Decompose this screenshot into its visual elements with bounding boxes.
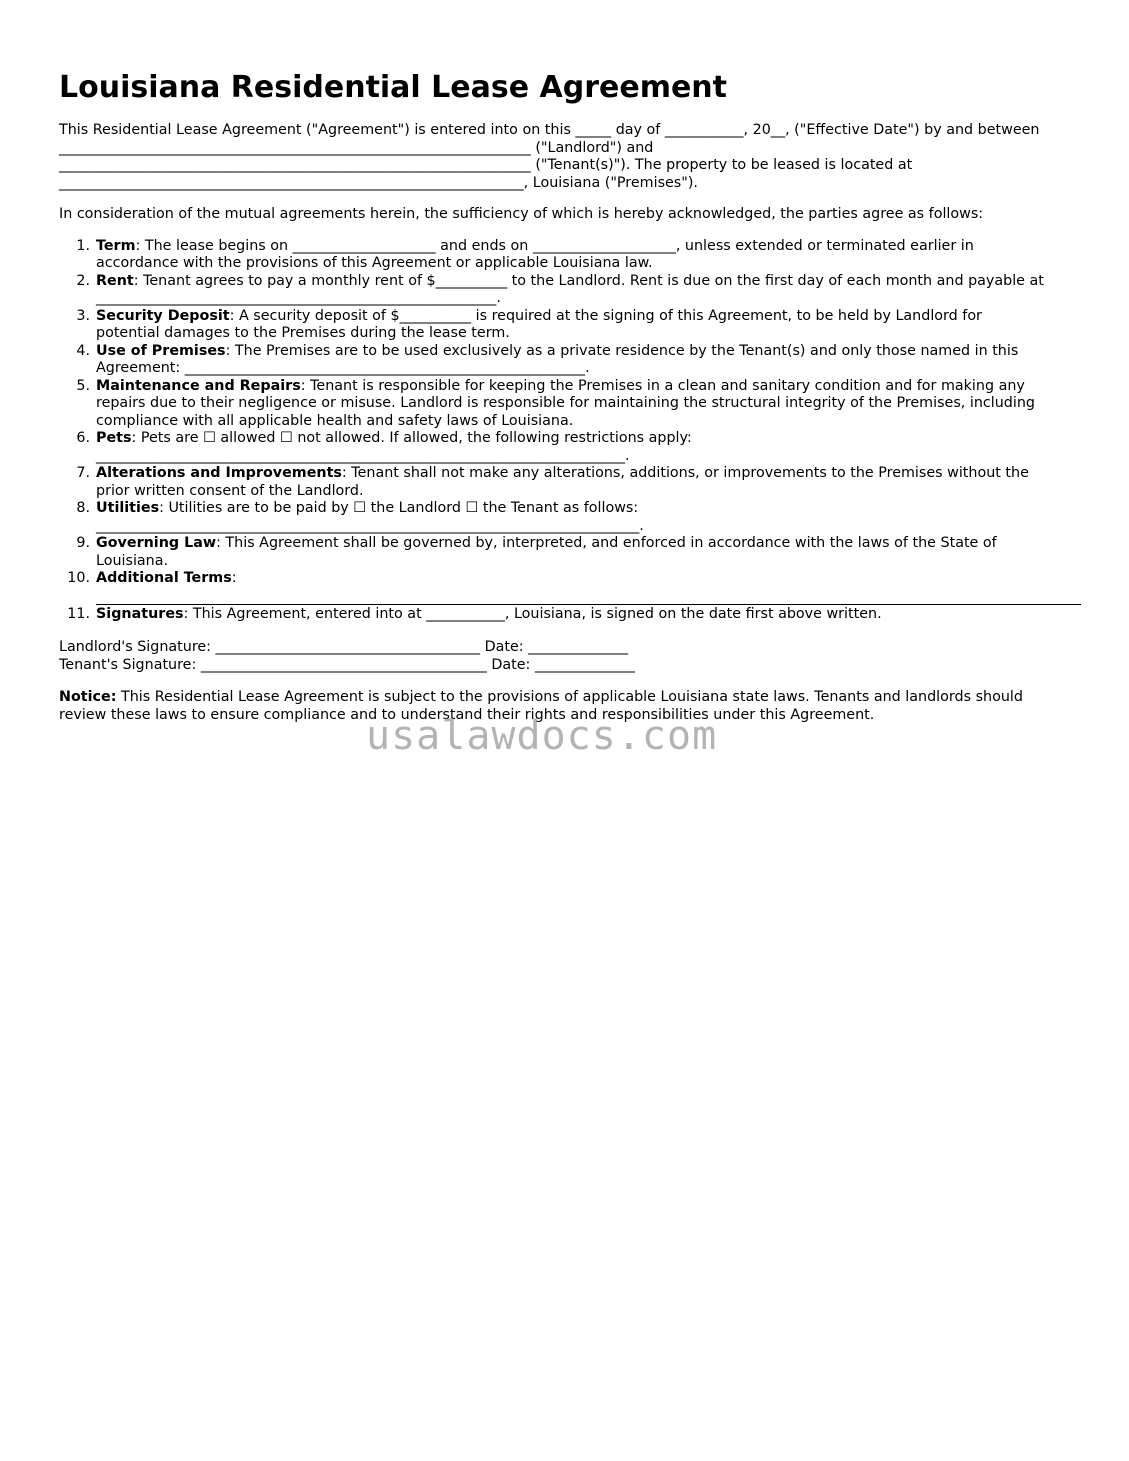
term-heading: Rent <box>96 272 134 289</box>
term-text: : Tenant is responsible for keeping the Premises in a clean and sanitary condition and for making any repairs due to their negligence or misuse. Landlord is responsible for maintaining the structural integrity of the Premises, including compliance with all applicable health and safety laws of Louisiana. <box>96 377 1035 429</box>
terms-list <box>59 238 1081 624</box>
term-heading: Governing Law <box>96 535 217 551</box>
notice-text: This Residential Lease Agreement is subject to the provisions of applicable Louisiana state laws. Tenants and landlords should review these laws to ensure compliance and to understand their rights and responsibilities under this Agreement. <box>59 689 1023 723</box>
document-page <box>59 68 1081 724</box>
term-number: 3. <box>76 307 90 324</box>
term-text: : Utilities are to be paid by ☐ the Landlord ☐ the Tenant as follows: ____________________________________________________________________________. <box>96 500 644 534</box>
intro-line: _________________________________________________________________, Louisiana ("Premises"). <box>59 174 698 191</box>
term-number: 7. <box>76 465 90 481</box>
term-heading: Pets <box>96 430 132 446</box>
term-heading: Use of Premises <box>96 342 226 359</box>
term-heading: Security Deposit <box>96 307 230 324</box>
term-number: 11. <box>67 605 90 622</box>
tenant-signature-line: Tenant's Signature: ________________________________________ Date: ______________ <box>59 656 635 673</box>
term-item <box>59 343 1081 378</box>
term-item <box>59 273 1081 308</box>
term-item <box>59 606 1081 624</box>
term-text: : This Agreement shall be governed by, interpreted, and enforced in accordance with the laws of the State of Louisiana. <box>96 535 997 569</box>
watermark-text: usalawdocs.com <box>366 713 718 759</box>
term-heading: Term <box>96 237 136 254</box>
term-item <box>59 570 1081 606</box>
term-number: 9. <box>76 535 90 551</box>
term-text: : Pets are ☐ allowed ☐ not allowed. If allowed, the following restrictions apply: __________________________________________________________________________. <box>96 430 692 464</box>
intro-line: This Residential Lease Agreement ("Agreement") is entered into on this _____ day of ___________, 20__, ("Effective Date") by and between <box>59 122 1040 138</box>
term-number: 5. <box>76 377 90 394</box>
term-text: : This Agreement, entered into at ___________, Louisiana, is signed on the date first above written. <box>183 605 882 622</box>
term-number: 4. <box>76 342 90 359</box>
term-item <box>59 308 1081 343</box>
term-heading: Signatures <box>96 605 184 622</box>
signature-block <box>59 639 1081 674</box>
term-text: : <box>231 570 237 586</box>
intro-paragraph <box>59 122 1081 192</box>
consideration-paragraph: In consideration of the mutual agreements herein, the sufficiency of which is hereby acknowledged, the parties agree as follows: <box>59 206 984 222</box>
term-heading: Maintenance and Repairs <box>96 377 301 394</box>
term-item <box>59 465 1081 500</box>
intro-line: __________________________________________________________________ ("Landlord") and <box>59 139 654 156</box>
term-heading: Alterations and Improvements <box>96 465 342 481</box>
term-text: : A security deposit of $__________ is required at the signing of this Agreement, to be held by Landlord for potential damages to the Premises during the lease term. <box>96 307 982 341</box>
term-number: 8. <box>76 500 90 516</box>
term-text: : Tenant agrees to pay a monthly rent of $__________ to the Landlord. Rent is due on the first day of each month and payable at ________________________________________________________. <box>96 272 1044 306</box>
term-item <box>59 535 1081 570</box>
term-text: : The lease begins on ____________________ and ends on ____________________, unless extended or terminated earlier in accordance with the provisions of this Agreement or applicable Louisiana law. <box>96 237 974 271</box>
term-item <box>59 430 1081 465</box>
term-number: 2. <box>76 272 90 289</box>
term-item <box>59 378 1081 431</box>
term-text: : The Premises are to be used exclusively as a private residence by the Tenant(s) and only those named in this Agreement: ________________________________________________________. <box>96 342 1019 376</box>
term-item <box>59 238 1081 273</box>
term-heading: Utilities <box>96 500 160 516</box>
term-heading: Additional Terms <box>96 570 232 586</box>
document-title: Louisiana Residential Lease Agreement <box>59 70 727 105</box>
term-number: 6. <box>76 430 90 446</box>
term-number: 1. <box>76 237 90 254</box>
additional-terms-line <box>96 588 1081 605</box>
landlord-signature-line: Landlord's Signature: _____________________________________ Date: ______________ <box>59 639 629 655</box>
term-item <box>59 500 1081 535</box>
term-number: 10. <box>67 570 90 586</box>
intro-line: __________________________________________________________________ ("Tenant(s)"). The property to be leased is located at <box>59 157 913 173</box>
term-text: : Tenant shall not make any alterations, additions, or improvements to the Premises without the prior written consent of the Landlord. <box>96 465 1029 499</box>
notice-label: Notice: <box>59 689 117 705</box>
